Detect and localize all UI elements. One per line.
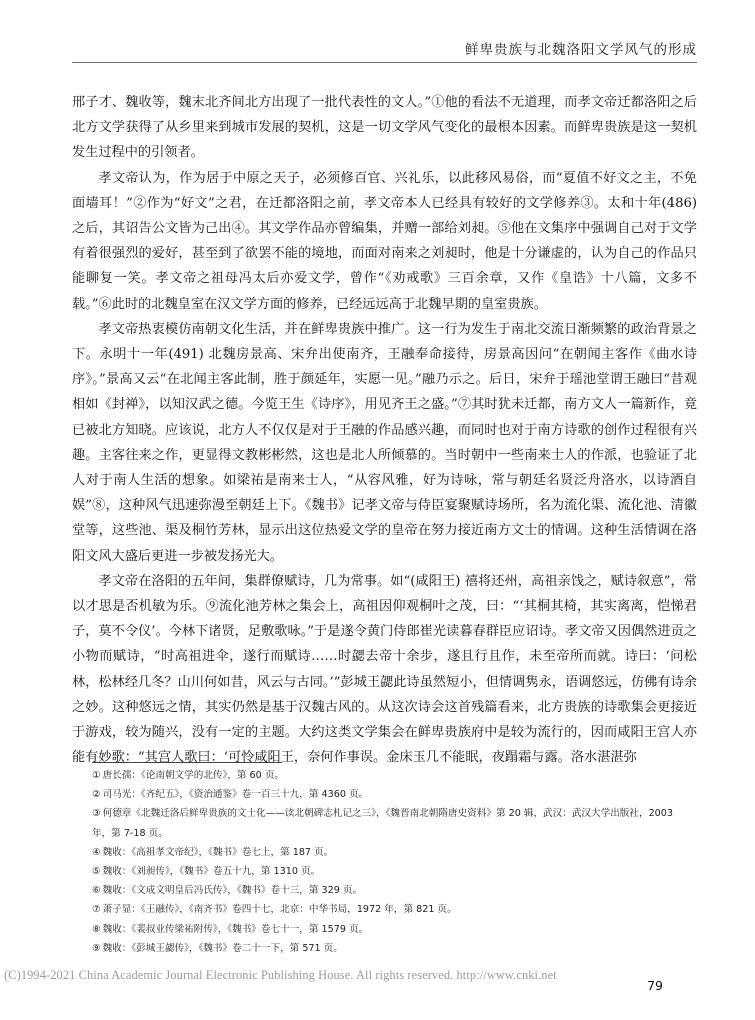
footnote (92, 920, 693, 939)
footnote (92, 939, 693, 958)
page-number: 79 (647, 978, 663, 993)
footnote-number: ④ (92, 846, 101, 858)
footnote-number: ⑧ (92, 923, 101, 935)
footnote-text: 何德章《北魏迁洛后鲜卑贵族的文士化——读北朝碑志札记之三》，《魏晋南北朝隋唐史资料》第 20 辑，武汉：武汉大学出版社，2003 年，第 7-18 页。 (92, 808, 673, 839)
footnote-text: 魏收：《彭城王勰传》，《魏书》卷二十一下，第 571 页。 (102, 942, 343, 954)
footnote-text: 魏收：《文成文明皇后冯氏传》，《魏书》卷十三，第 329 页。 (102, 885, 363, 897)
footnote-number: ⑨ (92, 942, 101, 954)
footnotes (92, 766, 693, 958)
footnote-number: ③ (92, 808, 101, 820)
footnote-number: ⑤ (92, 866, 101, 878)
footnote-number: ② (92, 789, 101, 801)
footnote-text: 魏收：《裴叔业传梁祐附传》，《魏书》卷七十一，第 1579 页。 (102, 923, 369, 935)
header-rule (72, 62, 697, 63)
footnote-text: 魏收：《高祖孝文帝纪》，《魏书》卷七上，第 187 页。 (102, 846, 334, 858)
footnote-text: 司马光：《齐纪五》，《资治通鉴》卷一百三十九，第 4360 页。 (102, 789, 369, 801)
footnote (92, 804, 693, 842)
footnote-text: 萧子显：《王融传》，《南齐书》卷四十七，北京：中华书局，1972 年，第 821 页。 (102, 904, 457, 916)
footnote (92, 881, 693, 900)
footnote (92, 785, 693, 804)
paragraph: 孝文帝热衷模仿南朝文化生活，并在鲜卑贵族中推广。这一行为发生于南北交流日渐频繁的政治背景之下。永明十一年(491) 北魏房景高、宋弁出使南齐，王融奉命接待，房景高因问“在朝闻主客作《曲水诗序》。”景高又云“在北闻主客此制，胜于颜延年，实愿一见。”融乃示之。后日，宋弁于瑶池堂谓王融曰“昔观相如《封禅》，以知汉武之德。今览王生《诗序》，用见齐王之盛。”⑦其时犹未迁都，南方文人一篇新作，竟已被北方知晓。应该说，北方人不仅仅是对于王融的作品感兴趣，而同时也对于南方诗歌的创作过程很有兴趣。主客往来之作，更显得文教彬彬然，这也是北人所倾慕的。当时朝中一些南来士人的作派，也验证了北人对于南人生活的想象。如梁祐是南来士人，“从容风雅，好为诗咏，常与朝廷名贤泛舟洛水，以诗酒自娱”⑧，这种风气迅速弥漫至朝廷上下。《魏书》记孝文帝与侍臣宴聚赋诗场所，名为流化渠、流化池、清徽堂等，这些池、渠及桐竹芳林，显示出这位热爱文学的皇帝在努力接近南方文士的情调。这种生活情调在洛阳文风大盛后更进一步被发扬光大。 (72, 321, 698, 564)
footnote (92, 862, 693, 881)
footnote (92, 843, 693, 862)
body-text (72, 90, 697, 770)
copyright-footer: (C)1994-2021 China Academic Journal Electronic Publishing House. All rights reserved. http://www.cnki.net (4, 968, 557, 982)
paragraph: 孝文帝在洛阳的五年间，集群僚赋诗，几为常事。如“(咸阳王) 禧将还州，高祖亲饯之，赋诗叙意”，常以才思是否机敏为乐。⑨流化池芳林之集会上，高祖因仰观桐叶之茂，曰：“‘其桐其椅，其实离离，恺悌君子，莫不令仪’。今林下诸贤，足敷歌咏。”于是遂令黄门侍郎崔光读暮春群臣应诏诗。孝文帝又因偶然进贡之小物而赋诗，“时高祖进伞，遂行而赋诗……时勰去帝十余步，遂且行且作，未至帝所而就。诗曰：‘问松林，松林经几冬？山川何如昔，风云与古同。’”彭城王勰此诗虽然短小，但情调隽永，语调悠远，仿佛有诗余之妙。这种悠远之情，其实仍然是基于汉魏古风的。从这次诗会这首残篇看来，北方贵族的诗歌集会更接近于游戏，较为随兴，没有一定的主题。大约这类文学集会在鲜卑贵族府中是较为流行的，因而咸阳王宫人亦能有妙歌：“其宫人歌曰：‘可怜咸阳王，奈何作事误。金床玉几不能眠，夜蹋霜与露。洛水湛湛弥 (72, 573, 697, 766)
running-header: 鲜卑贵族与北魏洛阳文学风气的形成 (465, 42, 697, 58)
footnote-text: 唐长孺：《论南朝文学的北传》，第 60 页。 (102, 770, 285, 781)
footnote-number: ⑥ (92, 885, 101, 897)
footnote-number: ① (92, 770, 101, 781)
footnote (92, 766, 693, 785)
footnote-rule (92, 762, 282, 763)
paragraph-continued: 邢子才、魏收等，魏末北齐间北方出现了一批代表性的文人。”①他的看法不无道理，而孝文帝迁都洛阳之后北方文学获得了从乡里来到城市发展的契机，这是一切文学风气变化的最根本因素。而鲜卑贵族是这一契机发生过程中的引领者。 (72, 95, 697, 161)
footnote-text: 魏收：《刘昶传》，《魏书》卷五十九，第 1310 页。 (102, 866, 321, 878)
paragraph: 孝文帝认为，作为居于中原之天子，必须修百官、兴礼乐，以此移风易俗，而“夏值不好文之主，不免面墙耳！”②作为“好文”之君，在迁都洛阳之前，孝文帝本人已经具有较好的文学修养③。太和十年(486) 之后，其诏告公文皆为己出④。其文学作品亦曾编集，并赠一部给刘昶。⑤他在文集序中强调自己对于文学有着很强烈的爱好，甚至到了欲罢不能的境地，而面对南来之刘昶时，他是十分谦虚的，认为自己的作品只能聊复一笑。孝文帝之祖母冯太后亦爱文学，曾作“《劝戒歌》三百余章，又作《皇诰》十八篇，文多不载。”⑥此时的北魏皇室在汉文学方面的修养，已经远远高于北魏早期的皇室贵族。 (72, 170, 697, 312)
footnote (92, 900, 693, 919)
footnote-number: ⑦ (92, 904, 101, 916)
